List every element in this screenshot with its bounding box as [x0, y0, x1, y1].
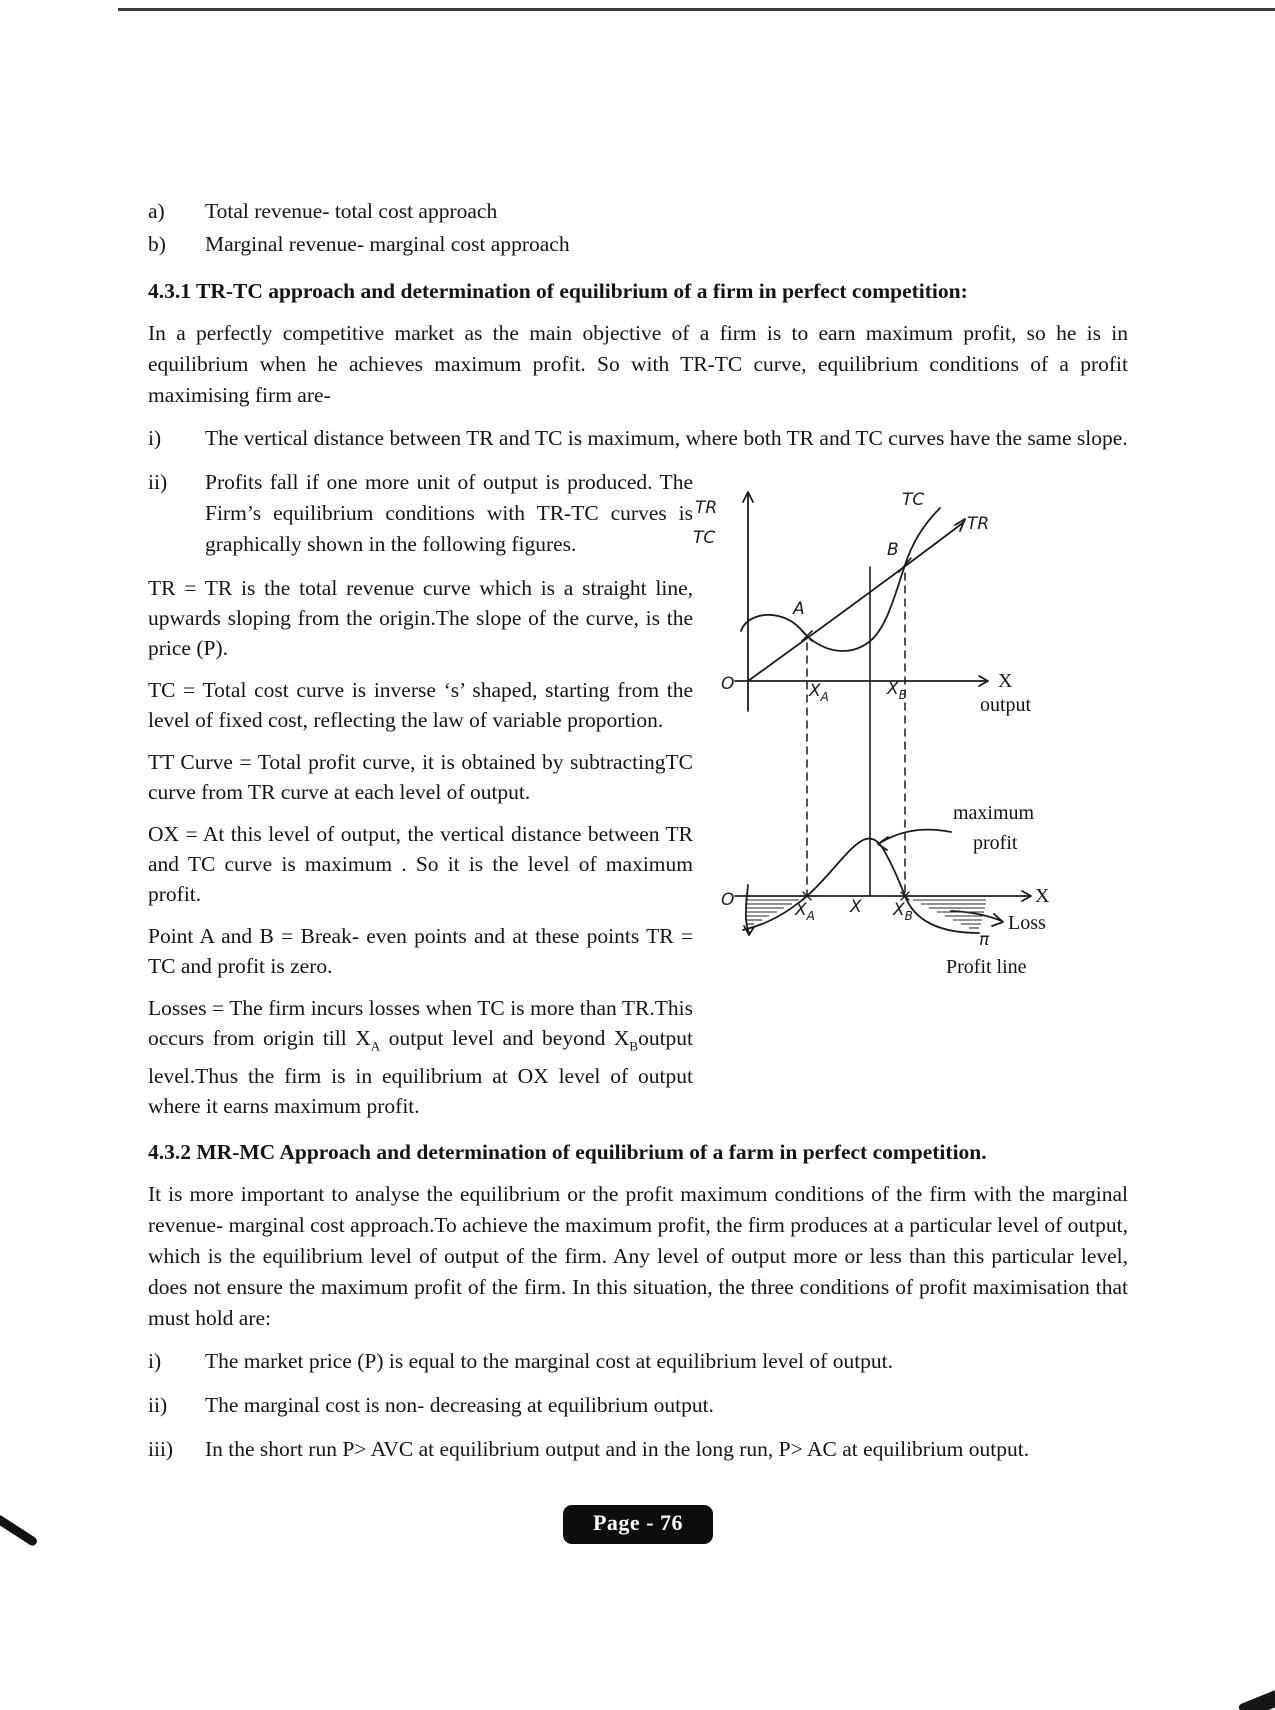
list-text: The vertical distance between TR and TC is maximum, where both TR and TC curves have the same slope. — [205, 426, 1128, 450]
def-tt-curve: TT Curve = Total profit curve, it is obtained by subtractingTC curve from TR curve at each level of output. — [148, 750, 693, 804]
profit-curve — [743, 839, 979, 933]
def-tc: TC = Total cost curve is inverse ‘s’ shaped, starting from the level of fixed cost, reflecting the law of variable proportion. — [148, 678, 693, 732]
list-item-b — [148, 229, 1128, 260]
label-origin-bottom: O — [721, 890, 735, 910]
scan-artifact-top-line — [118, 8, 1275, 11]
figure-section — [148, 467, 1128, 1121]
max-profit-arrowhead — [878, 837, 888, 850]
label-origin-top: O — [721, 674, 735, 694]
list-marker: i) — [148, 426, 162, 450]
losses-text: Losses = The firm incurs losses when TC is more than TR.This occurs from origin till X — [148, 996, 693, 1050]
label-x-mid-bottom: X — [850, 897, 862, 917]
label-xb-top-main: X — [887, 679, 899, 699]
list-text: Marginal revenue- marginal cost approach — [205, 232, 570, 256]
list-item-ii — [148, 467, 693, 560]
footer — [148, 1505, 1128, 1544]
label-profit: profit — [973, 832, 1018, 854]
label-maximum: maximum — [953, 802, 1035, 824]
label-output: output — [980, 694, 1032, 716]
losses-text: output level and beyond X — [380, 1026, 630, 1050]
scan-artifact-ink-mark — [0, 1514, 39, 1548]
label-point-a: A — [793, 599, 805, 619]
label-tr-left: TR — [695, 498, 718, 518]
def-points-ab: Point A and B = Break- even points and at these points TR = TC and profit is zero. — [148, 924, 693, 978]
label-xb-bottom — [892, 900, 913, 923]
list-text: In the short run P> AVC at equilibrium output and in the long run, P> AC at equilibrium output. — [205, 1437, 1030, 1462]
page-content — [148, 196, 1128, 1544]
label-tc-left: TC — [693, 528, 716, 548]
list-item-iii-2 — [148, 1434, 1128, 1465]
label-x-end-top: X — [998, 670, 1013, 692]
label-tc-right: TC — [902, 490, 925, 510]
list-marker: b) — [148, 232, 166, 256]
def-losses — [148, 993, 693, 1121]
losses-text: output level.Thus the firm is in equilibrium at OX level of output where it earns maximum profit. — [148, 1026, 694, 1119]
label-xb-top — [886, 679, 907, 702]
label-xb-top-sub: B — [898, 688, 907, 702]
label-point-b: B — [887, 540, 899, 560]
point-b-mark — [899, 558, 911, 572]
label-profit-line: Profit line — [946, 956, 1027, 978]
label-xb-bot-sub: B — [904, 909, 913, 923]
subscript-a: A — [370, 1038, 381, 1054]
list-marker: ii) — [148, 1393, 168, 1418]
list-item-ii-2 — [148, 1390, 1128, 1421]
list-marker: ii) — [148, 470, 168, 494]
label-tr-right: TR — [967, 514, 990, 534]
label-loss: Loss — [1008, 912, 1046, 934]
list-marker: i) — [148, 1349, 162, 1374]
figure-left-column — [148, 467, 693, 1121]
label-xb-bot-main: X — [893, 900, 905, 920]
list-text: The marginal cost is non- decreasing at equilibrium output. — [205, 1393, 714, 1418]
list-marker: iii) — [148, 1437, 174, 1462]
page-number-badge: Page - 76 — [563, 1505, 713, 1544]
list-text: Profits fall if one more unit of output is produced. The Firm’s equilibrium conditions with TR-TC curves is graphically shown in the following figures. — [205, 470, 693, 556]
list-text: The market price (P) is equal to the marginal cost at equilibrium level of output. — [205, 1349, 894, 1374]
list-text: Total revenue- total cost approach — [205, 199, 498, 223]
figure-svg — [683, 481, 1128, 996]
def-tr: TR = TR is the total revenue curve which is a straight line, upwards sloping from the origin.The slope of the curve, is the price (P). — [148, 576, 693, 660]
tc-curve — [741, 508, 940, 651]
tr-curve — [748, 522, 964, 681]
label-xa-bottom — [794, 900, 815, 923]
section-432-heading: 4.3.2 MR-MC Approach and determination of equilibrium of a farm in perfect competition. — [148, 1140, 987, 1165]
scan-artifact-corner — [1238, 1688, 1275, 1710]
section-431-intro: In a perfectly competitive market as the main objective of a firm is to earn maximum profit, so he is in equilibrium when he achieves maximum profit. So with TR-TC curve, equilibrium conditions of a profit maximising firm are- — [148, 321, 1128, 407]
def-ox: OX = At this level of output, the vertical distance between TR and TC curve is maximum . So it is the level of maximum profit. — [148, 822, 693, 906]
section-431-heading: 4.3.1 TR-TC approach and determination of equilibrium of a firm in perfect competition: — [148, 279, 968, 303]
label-xa-top — [808, 681, 829, 704]
tr-tc-figure — [683, 481, 1128, 996]
list-item-i-2 — [148, 1346, 1128, 1377]
list-marker: a) — [148, 199, 165, 223]
max-profit-arrow — [880, 830, 951, 843]
label-pi: π — [979, 930, 990, 950]
label-x-end-bottom: X — [1035, 885, 1050, 907]
label-xa-bot-main: X — [795, 900, 807, 920]
label-xa-bot-sub: A — [806, 909, 815, 923]
list-item-a — [148, 196, 1128, 227]
list-item-i — [148, 423, 1128, 454]
bottom-y-hook — [746, 885, 749, 933]
label-xa-top-sub: A — [820, 690, 829, 704]
subscript-b: B — [629, 1038, 639, 1054]
section-432-intro: It is more important to analyse the equilibrium or the profit maximum conditions of the firm with the marginal revenue- marginal cost approach.To achieve the maximum profit, the firm produces at a particular level of output, which is the equilibrium level of output of the firm. Any level of output more or less than this particular level, does not ensure the maximum profit of the firm. In this situation, the three conditions of profit maximisation that must hold are: — [148, 1182, 1128, 1331]
label-xa-top-main: X — [809, 681, 821, 701]
